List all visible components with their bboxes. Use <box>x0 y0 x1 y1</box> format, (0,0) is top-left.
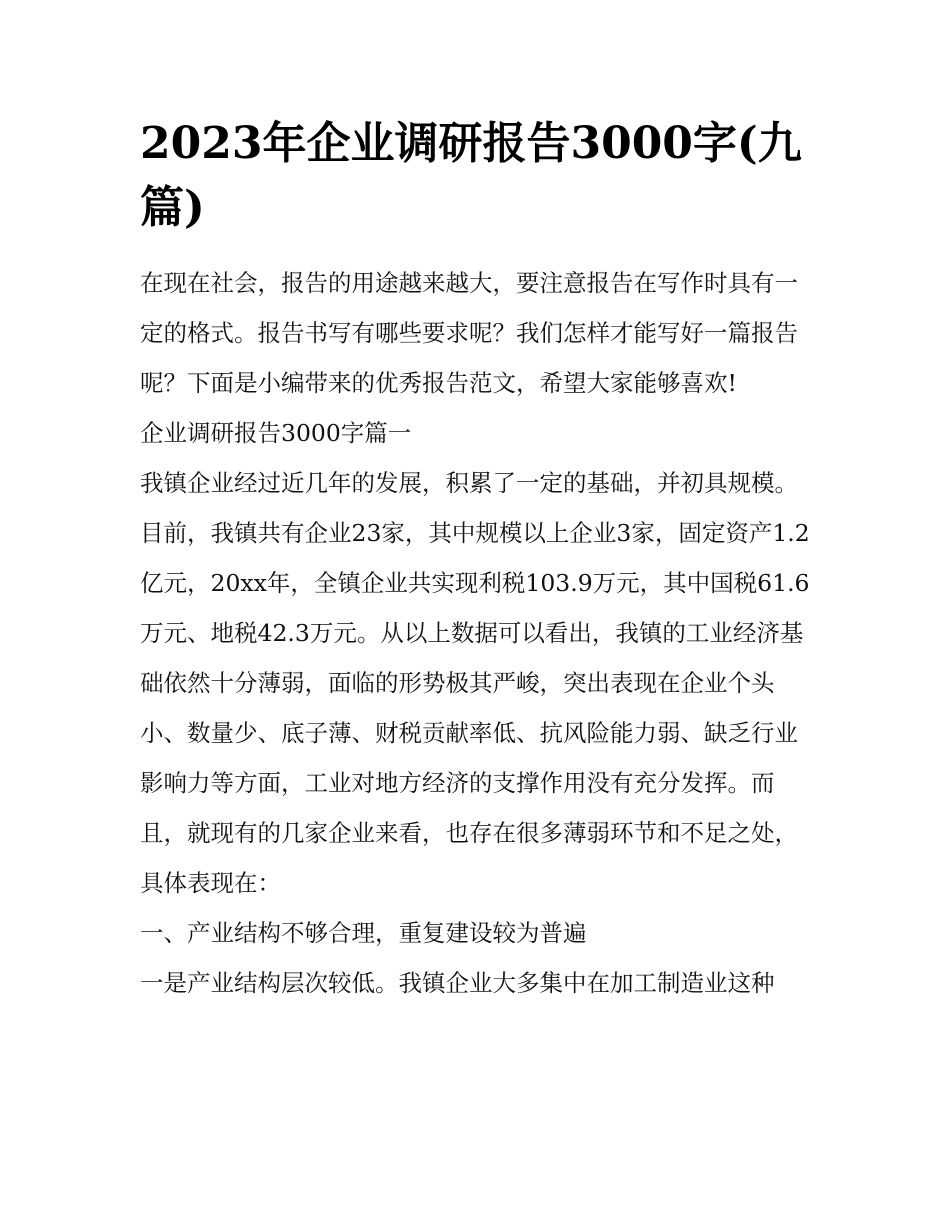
intro-paragraph: 在现在社会，报告的用途越来越大，要注意报告在写作时具有一定的格式。报告书写有哪些要求呢？我们怎样才能写好一篇报告呢？下面是小编带来的优秀报告范文，希望大家能够喜欢! <box>140 268 798 397</box>
body-paragraph-continued: 一是产业结构层次较低。我镇企业大多集中在加工制造业这种 <box>140 968 775 997</box>
document-title: 2023年企业调研报告3000字(九篇) <box>140 118 802 233</box>
body-paragraph: 我镇企业经过近几年的发展，积累了一定的基础，并初具规模。目前，我镇共有企业23家，其中规模以上企业3家，固定资产1.2亿元，20xx年，全镇企业共实现利税103.9万元，其中国税61.6万元、地税42.3万元。从以上数据可以看出，我镇的工业经济基础依然十分薄弱，面临的形势极其严峻，突出表现在企业个头小、数量少、底子薄、财税贡献率低、抗风险能力弱、缺乏行业影响力等方面，工业对地方经济的支撑作用没有充分发挥。而且，就现有的几家企业来看，也存在很多薄弱环节和不足之处，具体表现在： <box>140 468 810 897</box>
section-heading: 企业调研报告3000字篇一 <box>140 418 412 447</box>
subheading: 一、产业结构不够合理，重复建设较为普遍 <box>140 918 587 947</box>
document-page <box>140 112 815 1008</box>
